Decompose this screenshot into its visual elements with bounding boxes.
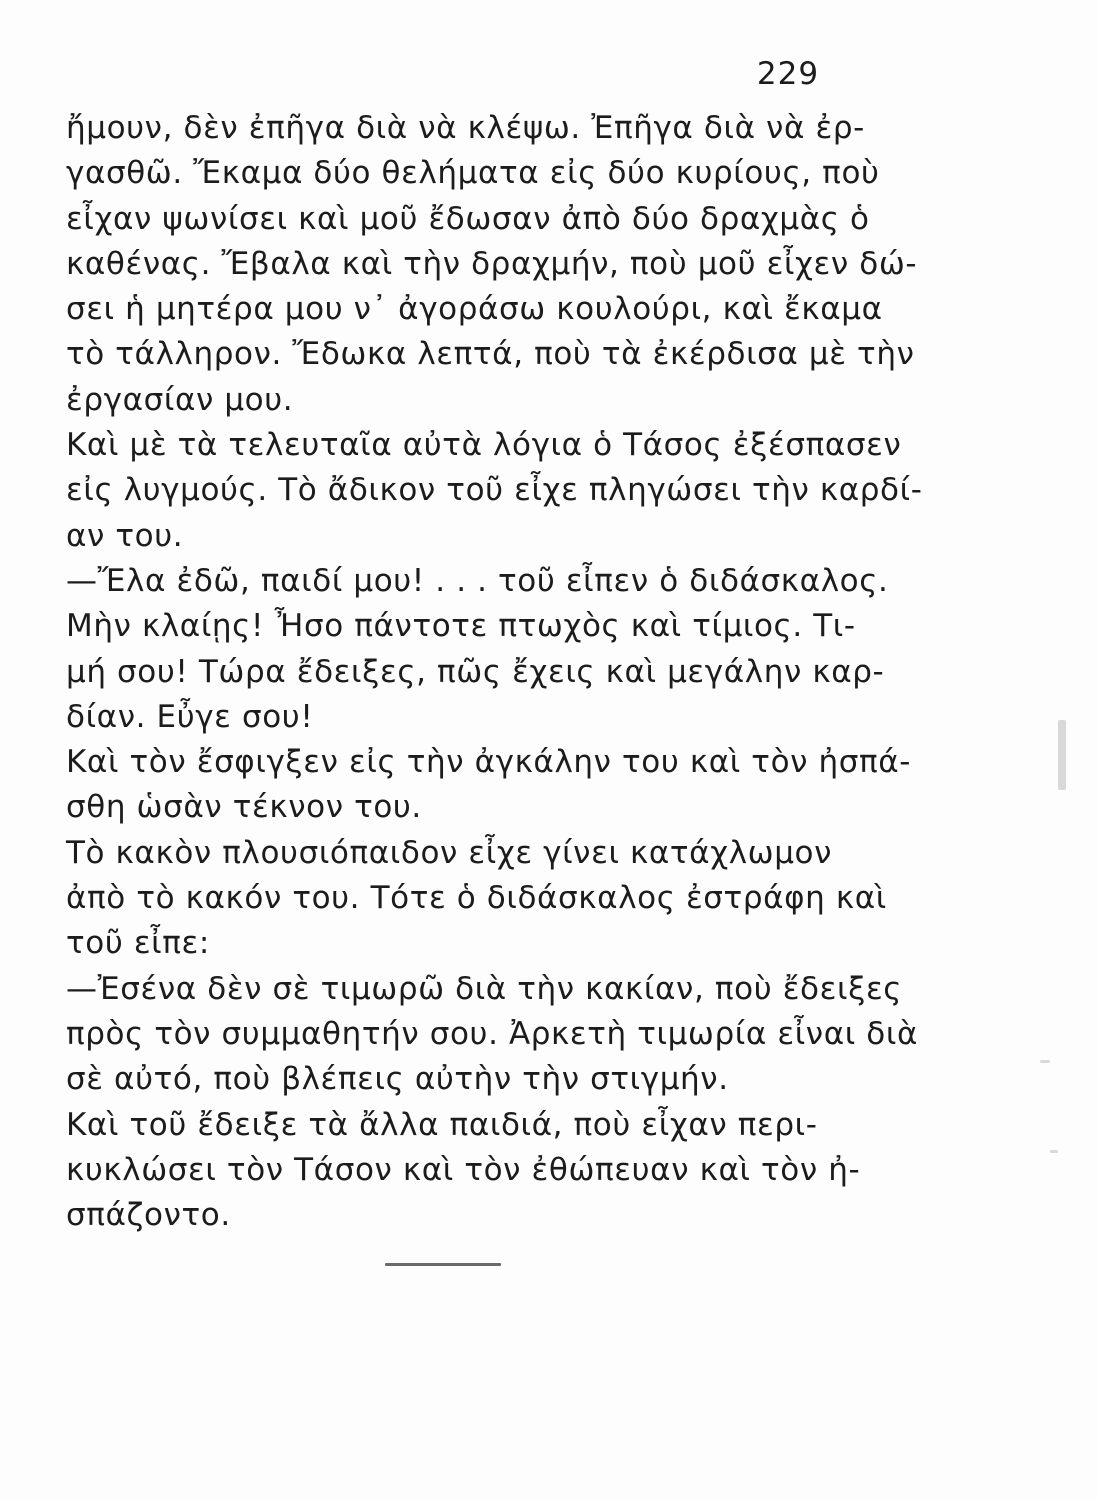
- scan-artifact-mark: [1040, 1060, 1050, 1063]
- text-line: τὸ τάλληρον. Ἔδωκα λεπτά, ποὺ τὰ ἐκέρδισα μὲ τὴν: [66, 336, 915, 373]
- text-line: ἐργασίαν μου.: [66, 381, 294, 418]
- text-line: κυκλώσει τὸν Τάσον καὶ τὸν ἐθώπευαν καὶ τὸν ἠ-: [66, 1151, 861, 1188]
- text-line: εἶχαν ψωνίσει καὶ μοῦ ἔδωσαν ἀπὸ δύο δραχμὰς ὁ: [66, 200, 870, 237]
- text-line: σπάζοντο.: [66, 1197, 231, 1234]
- text-line: αν του.: [66, 517, 184, 554]
- text-line: Καὶ τὸν ἔσφιγξεν εἰς τὴν ἀγκάλην του καὶ τὸν ἠσπά-: [66, 744, 912, 781]
- end-divider-rule: [385, 1263, 501, 1266]
- body-text: [66, 106, 923, 1238]
- text-line: ἀπὸ τὸ κακόν του. Τότε ὁ διδάσκαλος ἐστράφη καὶ: [66, 880, 887, 917]
- text-line: Μὴν κλαίῃς! Ἦσο πάντοτε πτωχὸς καὶ τίμιος. Τι-: [66, 608, 856, 645]
- scan-artifact-mark: [1050, 1150, 1058, 1153]
- text-line: —Ἔλα ἐδῶ, παιδί μου! . . . τοῦ εἶπεν ὁ διδάσκαλος.: [66, 562, 889, 599]
- text-line: σθη ὡσὰν τέκνον του.: [66, 789, 422, 826]
- text-line: ἤμουν, δὲν ἐπῆγα διὰ νὰ κλέψω. Ἐπῆγα διὰ νὰ ἐρ-: [66, 110, 865, 146]
- text-line: Καὶ τοῦ ἔδειξε τὰ ἄλλα παιδιά, ποὺ εἶχαν περι-: [66, 1106, 818, 1143]
- text-line: εἰς λυγμούς. Τὸ ἄδικον τοῦ εἶχε πληγώσει τὴν καρδί-: [66, 472, 923, 509]
- text-line: Τὸ κακὸν πλουσιόπαιδον εἶχε γίνει κατάχλωμον: [66, 834, 833, 871]
- text-line: τοῦ εἶπε:: [66, 925, 210, 962]
- text-line: σὲ αὐτό, ποὺ βλέπεις αὐτὴν τὴν στιγμήν.: [66, 1061, 729, 1098]
- text-line: γασθῶ. Ἔκαμα δύο θελήματα εἰς δύο κυρίους, ποὺ: [66, 155, 880, 192]
- text-line: καθένας. Ἔβαλα καὶ τὴν δραχμήν, ποὺ μοῦ εἶχεν δώ-: [66, 245, 918, 282]
- page-number: 229: [756, 56, 820, 92]
- text-line: μή σου! Τώρα ἔδειξες, πῶς ἔχεις καὶ μεγάλην καρ-: [66, 653, 885, 690]
- text-line: δίαν. Εὖγε σου!: [66, 698, 314, 735]
- text-line: πρὸς τὸν συμμαθητήν σου. Ἀρκετὴ τιμωρία εἶναι διὰ: [66, 1015, 918, 1052]
- text-line: —Ἐσένα δὲν σὲ τιμωρῶ διὰ τὴν κακίαν, ποὺ ἔδειξες: [66, 970, 903, 1007]
- text-line: σει ἡ μητέρα μου ν᾿ ἀγοράσω κουλούρι, καὶ ἔκαμα: [66, 291, 883, 328]
- scan-artifact-mark: [1058, 720, 1066, 790]
- text-line: Καὶ μὲ τὰ τελευταῖα αὐτὰ λόγια ὁ Τάσος ἐξέσπασεν: [66, 427, 902, 464]
